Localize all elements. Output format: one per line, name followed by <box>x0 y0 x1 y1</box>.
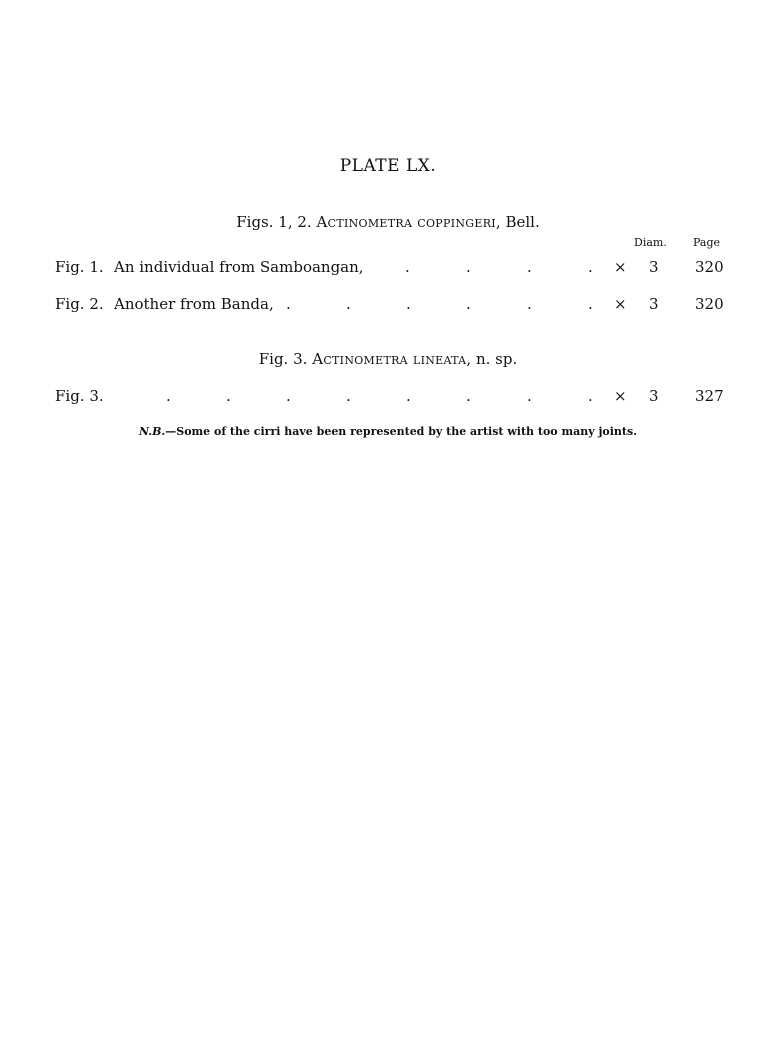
page-value: 320 <box>695 295 724 313</box>
section-heading-coppingeri <box>0 213 776 231</box>
page-value: 320 <box>695 258 724 276</box>
fig-label: Fig. 1. <box>55 258 104 276</box>
magnification-symbol: × <box>614 295 627 313</box>
page-header: Page <box>693 236 721 249</box>
species-author: , n. sp. <box>466 350 518 368</box>
diam-value: 3 <box>649 258 659 276</box>
leader-dots: . . . . . . . . <box>166 387 593 405</box>
species-name: Actinometra lineata <box>312 350 467 368</box>
diam-header: Diam. <box>634 236 667 249</box>
footnote-text: —Some of the cirri have been represented by the artist with too many joints. <box>165 425 638 438</box>
page-value: 327 <box>695 387 724 405</box>
magnification-symbol: × <box>614 387 627 405</box>
fig-label: Fig. 3. <box>55 387 104 405</box>
magnification-symbol: × <box>614 258 627 276</box>
footnote <box>0 425 776 438</box>
fig-description: An individual from Samboangan, <box>114 258 364 276</box>
species-author: , Bell. <box>495 213 540 231</box>
leader-dots: . . . . . . <box>286 295 593 313</box>
fig-label: Fig. 2. <box>55 295 104 313</box>
diam-value: 3 <box>649 387 659 405</box>
figure-row-2 <box>0 295 776 315</box>
diam-value: 3 <box>649 295 659 313</box>
section-heading-lineata <box>0 350 776 368</box>
leader-dots: . . . . <box>405 258 593 276</box>
footnote-prefix: N.B. <box>138 425 166 438</box>
plate-title: PLATE LX. <box>339 156 437 176</box>
figure-row-3 <box>0 387 776 407</box>
figure-row-1 <box>0 258 776 278</box>
section-heading-prefix: Fig. 3. <box>258 350 308 368</box>
column-headers <box>0 236 776 252</box>
section-heading-prefix: Figs. 1, 2. <box>236 213 312 231</box>
species-name: Actinometra coppingeri <box>316 213 496 231</box>
fig-description: Another from Banda, <box>114 295 274 313</box>
